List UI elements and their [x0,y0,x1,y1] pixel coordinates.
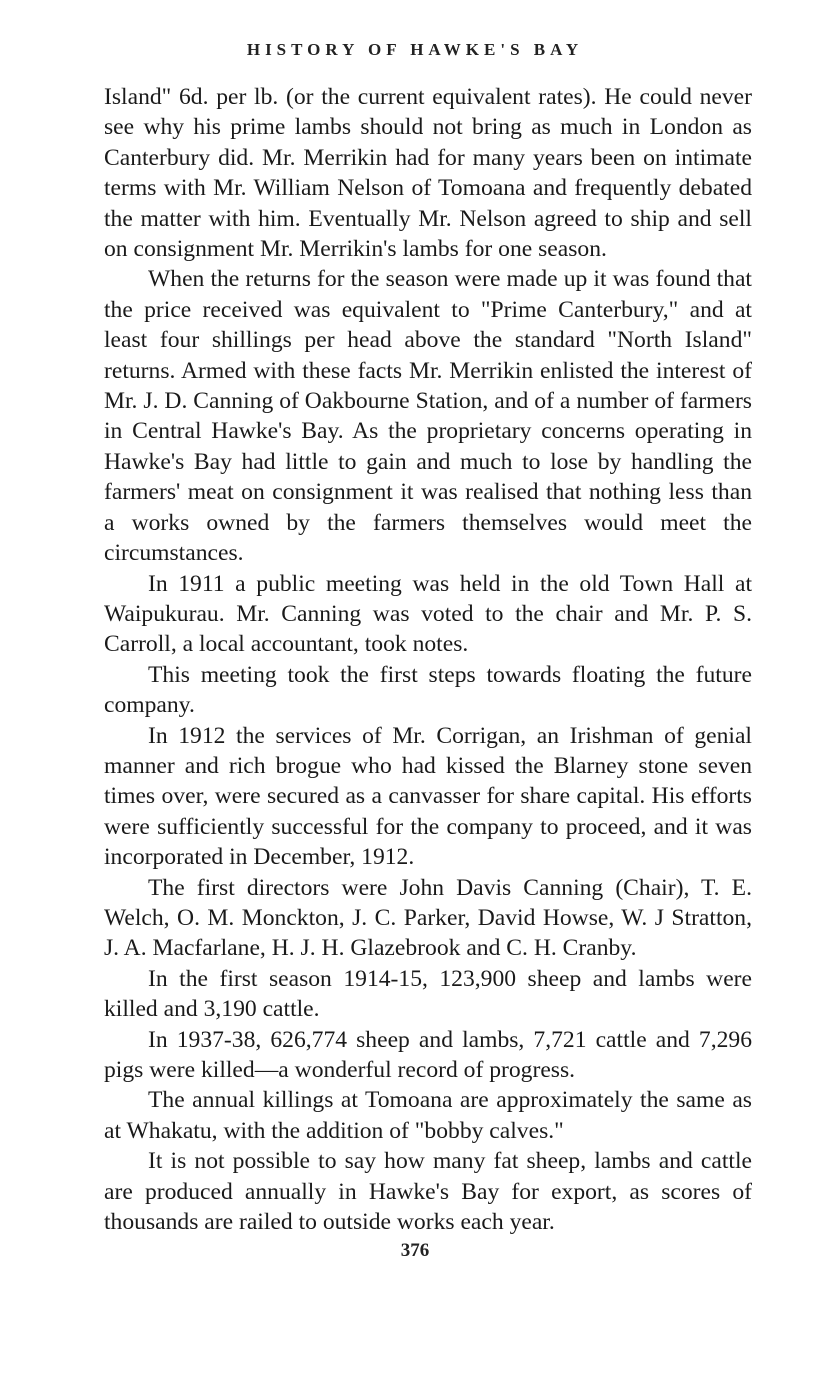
paragraph-4: This meeting took the first steps towards floating the future company. [104,661,752,719]
paragraph-2: When the returns for the season were made up it was found that the price received was equivalent to "Prime Canterbury," and at least four shillings per head above the standard "North Island" returns. Armed with these facts Mr. Merrikin enlisted the interest of Mr. J. D. Canning of Oakbourne Station, and of a number of farmers in Central Hawke's Bay. As the proprietary concerns operating in Hawke's Bay had little to gain and much to lose by handling the farmers' meat on consignment it was realised that nothing less than a works owned by the farmers themselves would meet the circumstances. [104,266,752,567]
paragraph-9: The annual killings at Tomoana are approximately the same as at Whakatu, with the addition of "bobby calves." [104,1087,752,1144]
running-head: HISTORY OF HAWKE'S BAY [246,40,584,59]
paragraph-8: In 1937-38, 626,774 sheep and lambs, 7,721 cattle and 7,296 pigs were killed—a wonderful record of progress. [104,1026,752,1083]
paragraph-10: It is not possible to say how many fat sheep, lambs and cattle are produced annually in Hawke's Bay for export, as scores of thousands are railed to outside works each year. [104,1148,752,1236]
paragraph-3: In 1911 a public meeting was held in the old Town Hall at Waipukurau. Mr. Canning was voted to the chair and Mr. P. S. Carroll, a local accountant, took notes. [104,570,752,658]
paragraph-5: In 1912 the services of Mr. Corrigan, an Irishman of genial manner and rich brogue who had kissed the Blarney stone seven times over, were secured as a canvasser for share capital. His efforts were sufficiently successful for the company to proceed, and it was incorporated in December, 1912. [104,722,752,871]
paragraph-6: The first directors were John Davis Canning (Chair), T. E. Welch, O. M. Monckton, J. C. Parker, David Howse, W. J Stratton, J. A. Macfarlane, H. J. H. Glazebrook and C. H. Cranby. [104,874,752,962]
paragraph-7: In the first season 1914-15, 123,900 sheep and lambs were killed and 3,190 cattle. [104,965,752,1023]
body-text [104,82,752,1237]
page-number: 376 [400,1240,430,1261]
paragraph-1: Island" 6d. per lb. (or the current equivalent rates). He could never see why his prime lambs should not bring as much in London as Canterbury did. Mr. Merrikin had for many years been on intimate terms with Mr. William Nelson of Tomoana and frequently debated the matter with him. Eventually Mr. Nelson agreed to ship and sell on consignment Mr. Merrikin's lambs for one season. [104,84,752,263]
